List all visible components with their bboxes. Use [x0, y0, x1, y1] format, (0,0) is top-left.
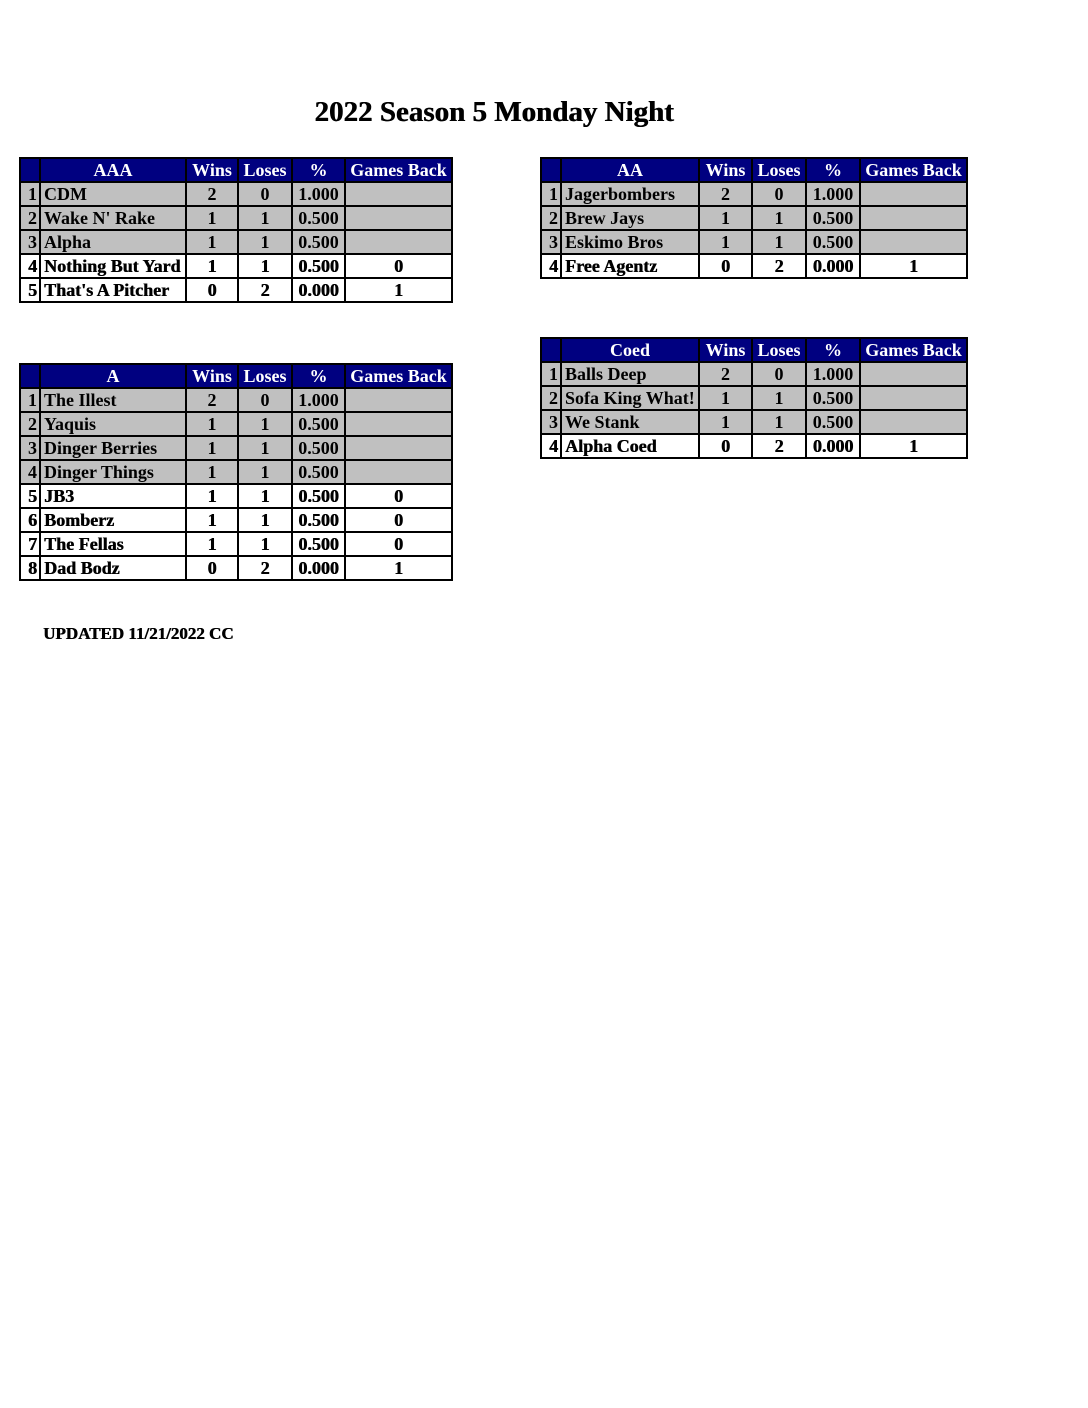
team-name-cell: JB3	[40, 484, 186, 508]
games-back-cell: 1	[860, 254, 967, 278]
wins-header: Wins	[699, 158, 752, 182]
games-back-header: Games Back	[860, 338, 967, 362]
table-header-row	[20, 158, 452, 182]
table-row	[20, 412, 452, 436]
wins-cell: 1	[699, 230, 752, 254]
table-row	[20, 484, 452, 508]
wins-header: Wins	[186, 364, 238, 388]
pct-cell: 1.000	[292, 182, 345, 206]
wins-cell: 0	[699, 254, 752, 278]
team-name-cell: Brew Jays	[561, 206, 699, 230]
pct-cell: 0.500	[806, 410, 860, 434]
rank-cell: 3	[20, 436, 40, 460]
pct-cell: 1.000	[806, 182, 860, 206]
wins-header: Wins	[699, 338, 752, 362]
rank-cell: 2	[541, 206, 561, 230]
table-row	[20, 182, 452, 206]
loses-cell: 1	[238, 230, 292, 254]
rank-cell: 1	[20, 182, 40, 206]
rank-header	[20, 158, 40, 182]
games-back-cell	[345, 412, 452, 436]
loses-cell: 1	[752, 206, 806, 230]
standings-table-a	[19, 363, 453, 581]
wins-cell: 1	[186, 484, 238, 508]
wins-cell: 0	[186, 556, 238, 580]
wins-cell: 1	[186, 436, 238, 460]
wins-cell: 1	[699, 410, 752, 434]
wins-cell: 1	[699, 386, 752, 410]
table-row	[20, 460, 452, 484]
division-name: A	[40, 364, 186, 388]
page-title: 2022 Season 5 Monday Night	[314, 96, 674, 128]
wins-cell: 1	[186, 412, 238, 436]
loses-header: Loses	[752, 338, 806, 362]
games-back-header: Games Back	[345, 364, 452, 388]
loses-cell: 1	[752, 230, 806, 254]
table-row	[20, 436, 452, 460]
pct-cell: 0.500	[292, 460, 345, 484]
pct-cell: 0.500	[292, 230, 345, 254]
team-name-cell: Eskimo Bros	[561, 230, 699, 254]
rank-cell: 4	[541, 434, 561, 458]
team-name-cell: Alpha	[40, 230, 186, 254]
games-back-cell	[345, 206, 452, 230]
loses-cell: 2	[752, 434, 806, 458]
games-back-cell: 0	[345, 532, 452, 556]
division-name: Coed	[561, 338, 699, 362]
standings-table-aa	[540, 157, 968, 279]
table-row	[541, 386, 967, 410]
team-name-cell: Free Agentz	[561, 254, 699, 278]
rank-cell: 5	[20, 484, 40, 508]
table-row	[541, 362, 967, 386]
team-name-cell: Jagerbombers	[561, 182, 699, 206]
pct-cell: 0.000	[292, 556, 345, 580]
games-back-cell	[860, 386, 967, 410]
pct-cell: 0.000	[806, 254, 860, 278]
rank-cell: 3	[20, 230, 40, 254]
loses-cell: 1	[238, 206, 292, 230]
games-back-cell: 0	[345, 508, 452, 532]
loses-cell: 1	[238, 508, 292, 532]
pct-cell: 0.000	[806, 434, 860, 458]
wins-cell: 2	[699, 362, 752, 386]
rank-cell: 8	[20, 556, 40, 580]
table-row	[20, 278, 452, 302]
rank-cell: 4	[20, 254, 40, 278]
games-back-cell	[345, 182, 452, 206]
rank-cell: 7	[20, 532, 40, 556]
rank-cell: 2	[541, 386, 561, 410]
team-name-cell: Balls Deep	[561, 362, 699, 386]
loses-header: Loses	[238, 158, 292, 182]
loses-cell: 0	[752, 362, 806, 386]
division-name: AA	[561, 158, 699, 182]
wins-cell: 2	[186, 388, 238, 412]
team-name-cell: Sofa King What!	[561, 386, 699, 410]
games-back-header: Games Back	[860, 158, 967, 182]
loses-header: Loses	[238, 364, 292, 388]
games-back-cell	[860, 230, 967, 254]
pct-cell: 1.000	[806, 362, 860, 386]
team-name-cell: Dad Bodz	[40, 556, 186, 580]
table-header-row	[541, 158, 967, 182]
pct-cell: 0.500	[292, 508, 345, 532]
wins-cell: 0	[186, 278, 238, 302]
rank-cell: 2	[20, 412, 40, 436]
rank-cell: 4	[20, 460, 40, 484]
team-name-cell: Yaquis	[40, 412, 186, 436]
loses-cell: 1	[752, 410, 806, 434]
games-back-cell: 0	[345, 484, 452, 508]
pct-cell: 0.500	[292, 532, 345, 556]
loses-cell: 1	[238, 484, 292, 508]
games-back-cell	[345, 388, 452, 412]
pct-header: %	[806, 158, 860, 182]
wins-cell: 1	[699, 206, 752, 230]
pct-cell: 0.500	[806, 386, 860, 410]
games-back-cell	[345, 460, 452, 484]
games-back-cell	[345, 230, 452, 254]
wins-header: Wins	[186, 158, 238, 182]
games-back-cell: 1	[345, 556, 452, 580]
rank-header	[541, 158, 561, 182]
table-row	[20, 206, 452, 230]
games-back-cell	[860, 182, 967, 206]
updated-note: UPDATED 11/21/2022 CC	[43, 624, 234, 643]
loses-cell: 1	[238, 532, 292, 556]
pct-cell: 0.500	[292, 412, 345, 436]
rank-cell: 2	[20, 206, 40, 230]
pct-cell: 0.000	[292, 278, 345, 302]
wins-cell: 1	[186, 460, 238, 484]
rank-header	[20, 364, 40, 388]
table-row	[20, 388, 452, 412]
loses-cell: 1	[238, 436, 292, 460]
loses-cell: 0	[238, 182, 292, 206]
wins-cell: 1	[186, 532, 238, 556]
team-name-cell: Bomberz	[40, 508, 186, 532]
loses-cell: 1	[752, 386, 806, 410]
rank-cell: 4	[541, 254, 561, 278]
games-back-cell: 0	[345, 254, 452, 278]
pct-cell: 0.500	[292, 206, 345, 230]
pct-header: %	[806, 338, 860, 362]
team-name-cell: Dinger Berries	[40, 436, 186, 460]
games-back-cell: 1	[860, 434, 967, 458]
table-header-row	[541, 338, 967, 362]
wins-cell: 0	[699, 434, 752, 458]
games-back-cell	[860, 206, 967, 230]
games-back-cell	[860, 410, 967, 434]
rank-cell: 1	[541, 362, 561, 386]
wins-cell: 1	[186, 230, 238, 254]
rank-cell: 3	[541, 410, 561, 434]
pct-header: %	[292, 158, 345, 182]
rank-cell: 6	[20, 508, 40, 532]
team-name-cell: The Illest	[40, 388, 186, 412]
team-name-cell: Nothing But Yard	[40, 254, 186, 278]
table-header-row	[20, 364, 452, 388]
standings-table-aaa	[19, 157, 453, 303]
pct-header: %	[292, 364, 345, 388]
team-name-cell: Wake N' Rake	[40, 206, 186, 230]
table-row	[541, 206, 967, 230]
loses-cell: 0	[752, 182, 806, 206]
pct-cell: 0.500	[806, 206, 860, 230]
rank-cell: 1	[541, 182, 561, 206]
wins-cell: 1	[186, 254, 238, 278]
rank-cell: 1	[20, 388, 40, 412]
wins-cell: 2	[699, 182, 752, 206]
table-row	[541, 410, 967, 434]
team-name-cell: CDM	[40, 182, 186, 206]
table-row	[541, 434, 967, 458]
table-row	[20, 532, 452, 556]
team-name-cell: The Fellas	[40, 532, 186, 556]
table-row	[20, 556, 452, 580]
team-name-cell: That's A Pitcher	[40, 278, 186, 302]
rank-cell: 3	[541, 230, 561, 254]
wins-cell: 1	[186, 206, 238, 230]
table-row	[20, 230, 452, 254]
games-back-cell	[860, 362, 967, 386]
table-row	[20, 254, 452, 278]
games-back-cell: 1	[345, 278, 452, 302]
games-back-cell	[345, 436, 452, 460]
games-back-header: Games Back	[345, 158, 452, 182]
loses-cell: 2	[238, 556, 292, 580]
loses-header: Loses	[752, 158, 806, 182]
loses-cell: 1	[238, 254, 292, 278]
table-row	[20, 508, 452, 532]
pct-cell: 1.000	[292, 388, 345, 412]
team-name-cell: Alpha Coed	[561, 434, 699, 458]
team-name-cell: We Stank	[561, 410, 699, 434]
wins-cell: 2	[186, 182, 238, 206]
pct-cell: 0.500	[292, 254, 345, 278]
loses-cell: 0	[238, 388, 292, 412]
pct-cell: 0.500	[292, 484, 345, 508]
loses-cell: 1	[238, 412, 292, 436]
table-row	[541, 230, 967, 254]
team-name-cell: Dinger Things	[40, 460, 186, 484]
rank-cell: 5	[20, 278, 40, 302]
wins-cell: 1	[186, 508, 238, 532]
division-name: AAA	[40, 158, 186, 182]
pct-cell: 0.500	[292, 436, 345, 460]
loses-cell: 2	[752, 254, 806, 278]
standings-table-coed	[540, 337, 968, 459]
table-row	[541, 182, 967, 206]
table-row	[541, 254, 967, 278]
loses-cell: 1	[238, 460, 292, 484]
pct-cell: 0.500	[806, 230, 860, 254]
loses-cell: 2	[238, 278, 292, 302]
rank-header	[541, 338, 561, 362]
